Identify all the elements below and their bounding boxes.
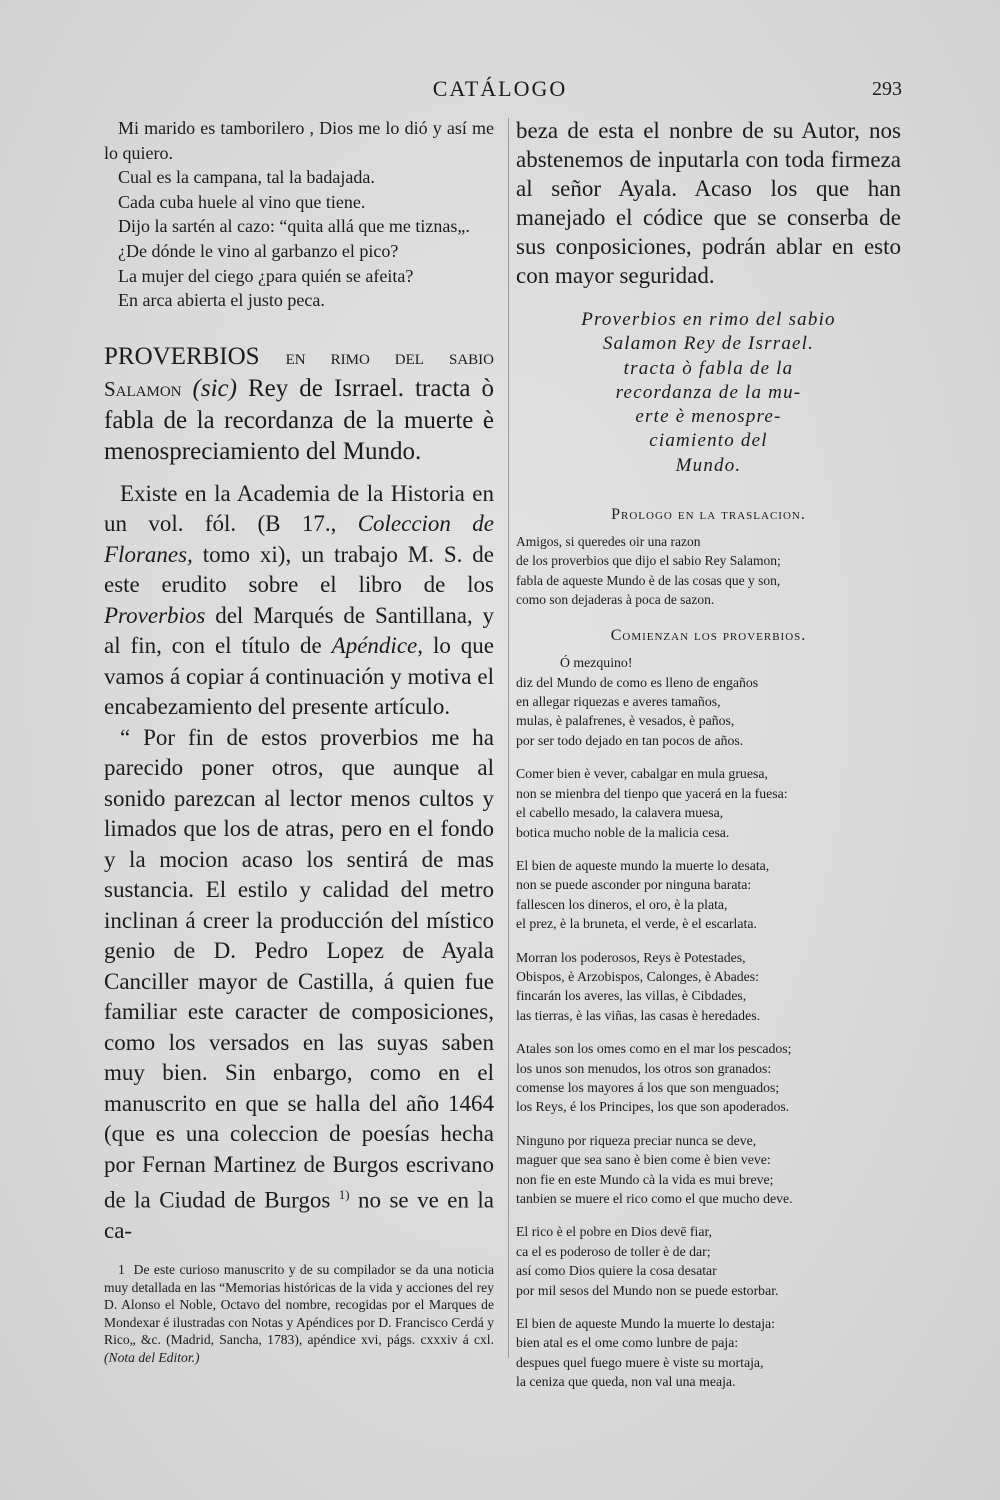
stanza-4 [516,948,901,1026]
prologo-stanza [516,532,901,609]
verse-line: El bien de aqueste Mundo la muerte lo destaja: [516,1316,775,1332]
verse-line: diz del Mundo de como es lleno de engaños [516,674,759,690]
text-run: “ Por fin de estos proverbios me ha parecido poner otros, que aunque al sonido parezcan al lector menos cultos y limados que los de atras, pero en el fondo y la mocion acaso los sentirá de mas sustancia. El estilo y calidad del metro inclinan á creer la producción del místico genio de D. Pedro Lopez de Ayala Canciller mayor de Castilla, á quien fue familiar este caracter de composiciones, como los versados en las suyas saben muy bien. Sin enbargo, como en el manuscrito en que se halla del año 1464 (que es una coleccion de poesías hecha por Fernan Martinez de Burgos escrivano de la Ciudad de Burgos [104,724,494,1213]
verse-line: fallescen los dineros, el oro, è la plata, [516,896,728,912]
verse-line: tanbien se muere el rico como el que mucho deve. [516,1191,793,1207]
stanza-1 [516,653,901,750]
verse-line: Morran los poderosos, Reys è Potestades, [516,949,746,965]
verse-line: botica mucho noble de la malicia cesa. [516,824,730,840]
verse-line: Amigos, si queredes oir una razon [516,534,701,550]
section-heading-smallcaps: en rimo del sabio Salamon [104,344,494,401]
proverb-line: Cual es la campana, tal la badajada. [118,167,375,188]
footnote-ref: 1) [338,1187,350,1203]
italic-run: Proverbios [104,602,206,628]
text-run: lo que vamos á copiar á continuación y motiva el encabezamiento del presente artículo. [104,633,494,720]
footnote-text: De este curioso manuscrito y de su compilador se da una noticia muy detallada en las “Memorias históricas de la vida y acciones del rey D. Alonso el Noble, Octavo del nombre, recogidas por el Marques de Mondexar é ilustradas con Notas y Apéndices por D. Francisco Cerdá y Rico„ &c. (Madrid, Sancha, 1783), apéndice xvi, págs. cxxxiv á cxl. [104,1261,495,1348]
text-run: no se ve en la ca- [104,1187,494,1244]
editor-note: (Nota del Editor.) [104,1349,200,1365]
paragraph-quote [104,723,494,1247]
verse-line: Ó mezquino! [560,655,633,671]
poem-title-line: Proverbios en rimo del sabio [581,309,836,330]
verse-line: comense los mayores á los que son menguados; [516,1079,780,1095]
stanza-6 [516,1131,901,1209]
text-run: Existe en la Academia de la Historia en un vol. fól. (B 17., [104,480,494,537]
prologo-heading: Prologo en la traslacion. [611,506,806,524]
footnote [104,1261,494,1367]
paragraph-academia [104,479,494,723]
poem-title [516,308,901,478]
column-divider [508,118,509,1358]
verse-line: los unos son menudos, los otros son granados: [516,1060,772,1076]
stanza-8 [516,1314,901,1392]
proverb-line: Dijo la sartén al cazo: “quita allá que me tiznas„. [118,216,470,237]
stanza-7 [516,1222,901,1300]
verse-line: así como Dios quiere la cosa desatar [516,1263,717,1279]
stanza-3 [516,856,901,934]
poem-title-line: recordanza de la mu- [615,381,802,403]
poem-title-line: erte è menospre- [635,406,782,428]
verse-line: mulas, è palafrenes, è vesados, è paños, [516,713,735,729]
poem-title-line: Salamon Rey de Isrrael. [602,333,815,355]
footnote-mark: 1 [118,1261,125,1277]
verse-line: como son dejaderas à poca de sazon. [516,591,715,607]
right-column [516,116,901,1392]
verse-line: Obispos, è Arzobispos, Calonges, è Abades: [516,968,759,984]
italic-run: Coleccion de Floranes, [104,511,494,567]
proverb-line: En arca abierta el justo peca. [118,290,325,311]
verse-line: maguer que sea sano è bien come è bien veve: [516,1152,771,1168]
running-head: CATÁLOGO [432,76,568,101]
verse-line: ca el es poderoso de toller è de dar; [516,1243,711,1259]
page-number: 293 [872,78,902,100]
verse-line: los Reys, é los Principes, los que son apoderados. [516,1099,790,1115]
section-heading-rest: Rey de Isrrael. tracta ò fabla de la recordanza de la muerte è menospreciamiento del Mundo. [104,374,494,465]
text-run: tomo xi), un trabajo M. S. de este erudito sobre el libro de los [104,541,495,598]
paragraph-continuation: beza de esta el nonbre de su Autor, nos abstenemos de inputarla con toda firmeza al señor Ayala. Acaso los que han manejado el códice que se conserba de sus conposiciones, podrán ablar en esto con mayor seguridad. [516,118,901,288]
text-run: del Marqués de Santillana, y al fin, con el título de [104,602,494,659]
poem-title-line: tracta ò fabla de la [623,357,794,379]
verse-line: non se mienbra del tienpo que yacerá en la fuesa: [516,785,788,801]
verse-line: el cabello mesado, la calavera muesa, [516,805,724,821]
comienzan-heading: Comienzan los proverbios. [610,627,807,645]
verse-line: Comer bien è vever, cabalgar en mula gruesa, [516,766,768,782]
verse-line: fincarán los averes, las villas, è Cibdades, [516,988,747,1004]
italic-run: Apéndice, [331,633,423,659]
verse-line: fabla de aqueste Mundo è de las cosas que y son, [516,572,781,588]
proverb-list [104,116,494,313]
proverb-line: Mi marido es tamborilero , Dios me lo dió y así me lo quiero. [104,118,494,163]
verse-line: non fie en este Mundo cà la vida es mui breve; [516,1171,774,1187]
verse-line: non se puede asconder por ninguna barata: [516,877,752,893]
poem-title-line: ciamiento del [649,430,768,452]
verse-line: Ninguno por riqueza preciar nunca se deve, [516,1132,757,1148]
verse-line: en allegar riquezas e averes tamaños, [516,694,721,710]
verse-line: las tierras, è las viñas, las casas è heredades. [516,1007,761,1023]
proverb-line: La mujer del ciego ¿para quién se afeita? [118,265,414,286]
verse-line: por ser todo dejado en tan pocos de años. [516,732,744,748]
stanza-5 [516,1039,901,1117]
proverb-line: ¿De dónde le vino al garbanzo el pico? [118,240,399,261]
verse-line: el prez, è la bruneta, el verde, è el escarlata. [516,916,757,932]
section-heading [104,341,494,467]
poem-title-line: Mundo. [675,454,742,476]
sic-mark: (sic) [192,374,237,402]
left-column [104,116,494,1366]
verse-line: El rico è el pobre en Dios devē fiar, [516,1224,712,1240]
stanza-2 [516,764,901,842]
verse-line: bien atal es el ome como lunbre de paja: [516,1335,739,1351]
verse-line: Atales son los omes como en el mar los pescados; [516,1041,792,1057]
proverb-line: Cada cuba huele al vino que tiene. [118,191,366,212]
verse-line: despues quel fuego muere è viste su mortaja, [516,1354,764,1370]
verse-line: de los proverbios que dijo el sabio Rey Salamon; [516,553,781,569]
section-heading-main: PROVERBIOS [104,342,260,370]
verse-line: por mil sesos del Mundo non se puede estorbar. [516,1282,779,1298]
verse-line: la ceniza que queda, non val una meaja. [516,1374,736,1390]
verse-line: El bien de aqueste mundo la muerte lo desata, [516,857,770,873]
